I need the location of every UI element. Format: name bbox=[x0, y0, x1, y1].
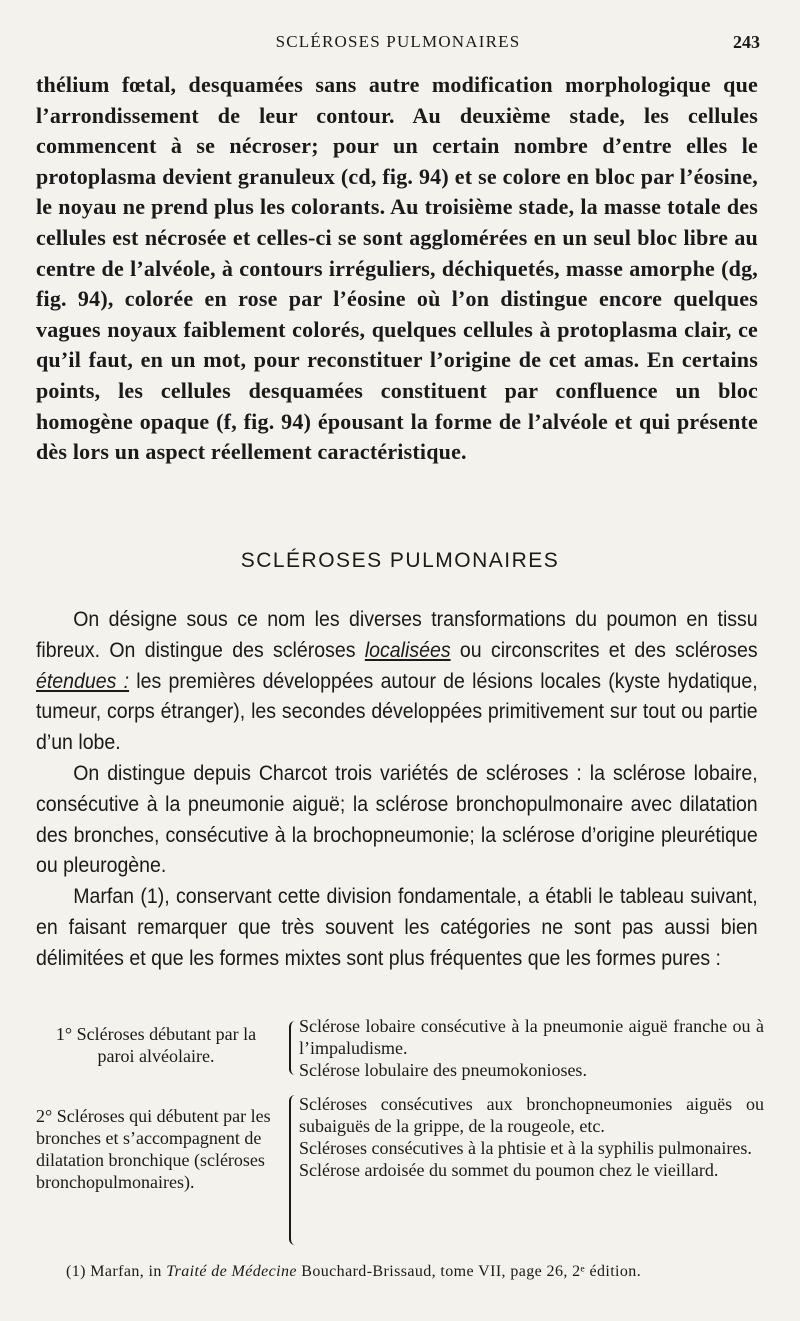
footnote bbox=[66, 1263, 766, 1281]
emphasis-title: Traité de Médecine bbox=[166, 1263, 297, 1280]
row-items bbox=[299, 1093, 764, 1181]
paragraph-definition bbox=[36, 605, 758, 759]
row-category: 2° Scléroses qui débutent par les bronches et s’accompagnent de dilatation bronchique (scléroses bronchopulmonaires). bbox=[36, 1106, 271, 1192]
section-title: SCLÉROSES PULMONAIRES bbox=[240, 549, 560, 572]
paragraph-marfan: Marfan (1), conservant cette division fondamentale, a établi le tableau suivant, en faisant remarquer que très souvent les catégories ne sont pas aussi bien délimitées et que les formes mixtes sont plus fréquentes que les formes pures : bbox=[36, 885, 758, 970]
text-run: (1) Marfan, in bbox=[66, 1263, 167, 1280]
emphasis-localisees: localisées bbox=[364, 638, 451, 662]
list-item: Scléroses consécutives à la phtisie et à la syphilis pulmonaires. bbox=[299, 1138, 752, 1158]
row-category: 1° Scléroses débutant par la paroi alvéolaire. bbox=[55, 1024, 257, 1066]
list-item: Sclérose lobaire consécutive à la pneumonie aiguë franche ou à l’impaludisme. bbox=[299, 1016, 764, 1058]
text-run: les premières développées autour de lésions locales (kyste hydatique, tumeur, corps étranger), les secondes développées primitivement sur tout ou partie d’un lobe. bbox=[36, 669, 758, 755]
paragraph-continued: thélium fœtal, desquamées sans autre modification morphologique que l’arrondissement de leur contour. Au deuxième stade, les cellules commencent à se nécroser; pour un certain nombre d’entre elles le protoplasma devient granuleux (cd, fig. 94) et se colore en bloc par l’éosine, le noyau ne prend plus les colorants. Au troisième stade, la masse totale des cellules est nécrosée et celles-ci se sont agglomérées en un seul bloc libre au centre de l’alvéole, à contours irréguliers, déchiquetés, masse amorphe (dg, fig. 94), colorée en rose par l’éosine où l’on distingue encore quelques vagues noyaux faiblement colorés, quelques cellules à protoplasma clair, ce qu’il faut, en un mot, pour reconstituer l’origine de cet amas. En certains points, les cellules desquamées constituent par confluence un bloc homogène opaque (f, fig. 94) épousant la forme de l’alvéole et qui présente dès lors un aspect réellement caractéristique. bbox=[36, 72, 758, 465]
running-head bbox=[36, 30, 760, 54]
text-run: On désigne sous ce nom les diverses transformations du poumon en tissu fibreux. On distingue des scléroses bbox=[36, 608, 758, 662]
paragraph-charcot: On distingue depuis Charcot trois variétés de scléroses : la sclérose lobaire, consécutive à la pneumonie aiguë; la sclérose bronchopulmonaire avec dilatation des bronches, consécutive à la brochopneumonie; la sclérose d’origine pleurétique ou pleurogène. bbox=[36, 761, 758, 878]
list-item: Scléroses consécutives aux bronchopneumonies aiguës ou subaiguës de la grippe, de la rougeole, etc. bbox=[299, 1094, 764, 1136]
table-row bbox=[36, 1013, 766, 1083]
table-row bbox=[36, 1091, 766, 1251]
row-items bbox=[299, 1015, 764, 1081]
brace bbox=[289, 1021, 295, 1075]
page-number: 243 bbox=[733, 32, 760, 52]
list-item: Sclérose ardoisée du sommet du poumon chez le vieillard. bbox=[299, 1160, 719, 1180]
text-run: Bouchard-Brissaud, tome VII, page 26, 2ᵉ édition. bbox=[296, 1263, 642, 1280]
running-head-title: SCLÉROSES PULMONAIRES bbox=[275, 32, 521, 51]
list-item: Sclérose lobulaire des pneumokonioses. bbox=[299, 1060, 587, 1080]
emphasis-etendues: étendues : bbox=[36, 669, 130, 693]
section-body bbox=[36, 605, 758, 975]
text-run: ou circonscrites et des scléroses bbox=[450, 638, 758, 662]
classification-table bbox=[36, 1013, 766, 1251]
brace bbox=[289, 1095, 295, 1245]
